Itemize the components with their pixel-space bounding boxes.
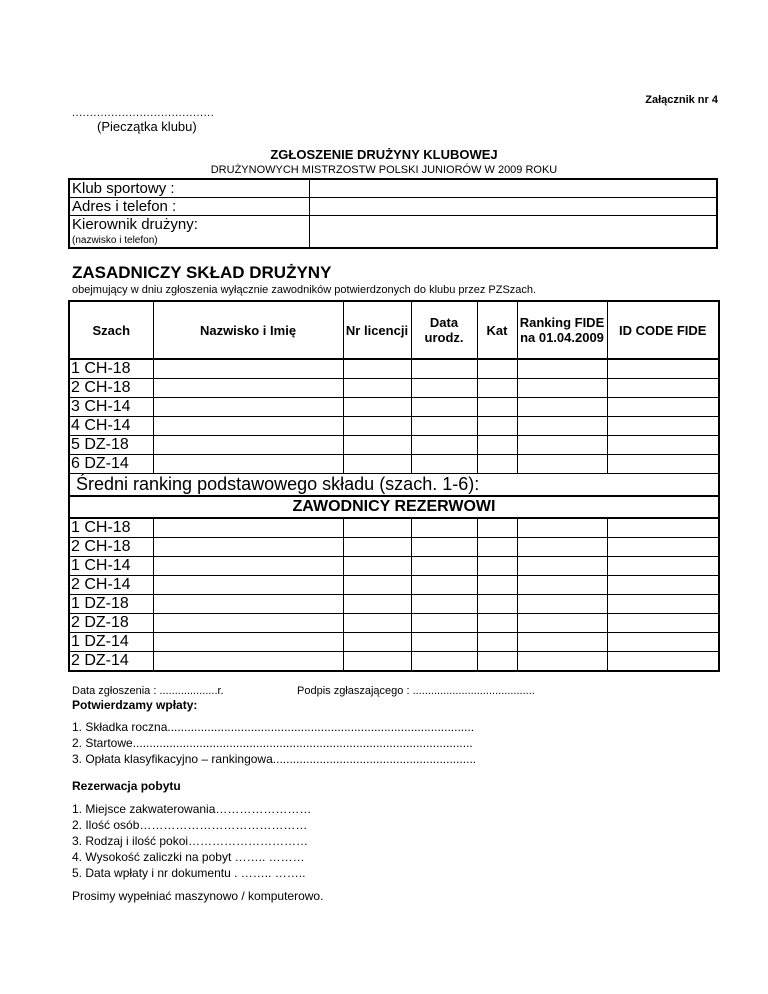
category-cell[interactable] [477,379,517,398]
category-cell[interactable] [477,633,517,652]
birthdate-cell[interactable] [411,379,477,398]
name-cell[interactable] [153,436,343,455]
birthdate-cell[interactable] [411,359,477,379]
license-cell[interactable] [343,557,411,576]
manager-hint: (nazwisko i telefon) [69,233,310,248]
category-cell[interactable] [477,614,517,633]
birthdate-cell[interactable] [411,398,477,417]
board-label: 2 DZ-14 [69,652,153,672]
board-label: 3 CH-14 [69,398,153,417]
name-cell[interactable] [153,379,343,398]
fee-line: 2. Startowe...................................................................................................... [72,736,473,750]
reserve-player-row [69,595,719,614]
player-row [69,398,719,417]
reserve-player-row [69,652,719,672]
category-cell[interactable] [477,398,517,417]
board-label: 1 DZ-14 [69,633,153,652]
ranking-cell[interactable] [517,398,607,417]
fide-id-cell[interactable] [607,398,719,417]
name-cell[interactable] [153,518,343,538]
club-row [69,179,717,198]
reservation-title: Rezerwacja pobytu [72,779,181,793]
category-cell[interactable] [477,652,517,672]
birthdate-cell[interactable] [411,538,477,557]
reserve-player-row [69,557,719,576]
closing-note: Prosimy wypełniać maszynowo / komputerowo. [72,889,324,903]
col-header-birthdate: Data urodz. [411,301,477,359]
reserve-player-row [69,576,719,595]
average-ranking-label: Średni ranking podstawowego składu (szach. 1-6): [69,474,719,497]
category-cell[interactable] [477,417,517,436]
board-label: 6 DZ-14 [69,455,153,474]
name-cell[interactable] [153,633,343,652]
manager-label: Kierownik drużyny: [69,216,310,234]
col-header-category: Kat [477,301,517,359]
license-cell[interactable] [343,398,411,417]
name-cell[interactable] [153,557,343,576]
name-cell[interactable] [153,398,343,417]
birthdate-cell[interactable] [411,436,477,455]
birthdate-cell[interactable] [411,518,477,538]
board-label: 2 CH-18 [69,379,153,398]
license-cell[interactable] [343,652,411,672]
reserve-title: ZAWODNICY REZERWOWI [69,496,719,518]
fide-id-cell[interactable] [607,436,719,455]
name-cell[interactable] [153,614,343,633]
license-cell[interactable] [343,379,411,398]
fide-id-cell[interactable] [607,614,719,633]
reserve-player-row [69,614,719,633]
board-label: 4 CH-14 [69,417,153,436]
club-name-label: Klub sportowy : [69,179,310,198]
birthdate-cell[interactable] [411,652,477,672]
license-cell[interactable] [343,633,411,652]
ranking-cell[interactable] [517,379,607,398]
category-cell[interactable] [477,518,517,538]
fee-line: 1. Składka roczna............................................................................................ [72,720,475,734]
ranking-cell[interactable] [517,455,607,474]
manager-field[interactable] [310,216,718,249]
col-header-board: Szach [69,301,153,359]
ranking-cell[interactable] [517,614,607,633]
category-cell[interactable] [477,436,517,455]
reservation-item: 3. Rodzaj i ilość pokoi………………………… [72,834,309,848]
fide-id-cell[interactable] [607,518,719,538]
license-cell[interactable] [343,436,411,455]
player-row [69,417,719,436]
license-cell[interactable] [343,614,411,633]
payments-title: Potwierdzamy wpłaty: [72,698,198,712]
fide-id-cell[interactable] [607,633,719,652]
club-row [69,198,717,216]
reservation-item: 1. Miejsce zakwaterowania…………………… [72,802,312,816]
ranking-cell[interactable] [517,518,607,538]
license-cell[interactable] [343,538,411,557]
category-cell[interactable] [477,576,517,595]
birthdate-cell[interactable] [411,633,477,652]
fee-line: 3. Opłata klasyfikacyjno – rankingowa............................................................. [72,752,477,766]
signature-label: Podpis zgłaszającego : ........................................ [297,685,535,697]
average-ranking-row [69,474,719,497]
board-label: 2 DZ-18 [69,614,153,633]
license-cell[interactable] [343,595,411,614]
birthdate-cell[interactable] [411,614,477,633]
ranking-cell[interactable] [517,595,607,614]
ranking-cell[interactable] [517,576,607,595]
fide-id-cell[interactable] [607,595,719,614]
table-header-row [69,301,719,359]
fide-id-cell[interactable] [607,379,719,398]
name-cell[interactable] [153,595,343,614]
license-cell[interactable] [343,417,411,436]
address-field[interactable] [310,198,718,216]
fide-id-cell[interactable] [607,576,719,595]
birthdate-cell[interactable] [411,455,477,474]
birthdate-cell[interactable] [411,417,477,436]
birthdate-cell[interactable] [411,557,477,576]
name-cell[interactable] [153,417,343,436]
reserve-player-row [69,538,719,557]
reservation-item: 2. Ilość osób…………………………………… [72,818,308,832]
ranking-cell[interactable] [517,359,607,379]
fide-id-cell[interactable] [607,455,719,474]
ranking-cell[interactable] [517,436,607,455]
reserve-player-row [69,633,719,652]
col-header-license: Nr licencji [343,301,411,359]
board-label: 1 CH-14 [69,557,153,576]
stamp-label: (Pieczątka klubu) [97,119,197,134]
board-label: 2 CH-18 [69,538,153,557]
reserve-player-row [69,518,719,538]
reserve-title-row [69,496,719,518]
form-subtitle: DRUŻYNOWYCH MISTRZOSTW POLSKI JUNIORÓW W 2009 ROKU [210,164,558,176]
name-cell[interactable] [153,576,343,595]
board-label: 2 CH-14 [69,576,153,595]
player-row [69,436,719,455]
board-label: 5 DZ-18 [69,436,153,455]
category-cell[interactable] [477,595,517,614]
birthdate-cell[interactable] [411,576,477,595]
col-header-fide-id: ID CODE FIDE [607,301,719,359]
club-row [69,216,717,234]
category-cell[interactable] [477,359,517,379]
ranking-cell[interactable] [517,417,607,436]
col-header-name: Nazwisko i Imię [153,301,343,359]
club-info-table [68,178,718,249]
date-label: Data zgłoszenia : ...................r. [72,685,224,697]
license-cell[interactable] [343,576,411,595]
reservation-item: 4. Wysokość zaliczki na pobyt …….. ……… [72,850,305,864]
category-cell[interactable] [477,538,517,557]
club-name-field[interactable] [310,179,718,198]
fide-id-cell[interactable] [607,417,719,436]
board-label: 1 CH-18 [69,518,153,538]
name-cell[interactable] [153,359,343,379]
license-cell[interactable] [343,518,411,538]
stamp-dots: ........................................ [72,107,215,119]
fide-id-cell[interactable] [607,538,719,557]
birthdate-cell[interactable] [411,595,477,614]
address-label: Adres i telefon : [69,198,310,216]
player-row [69,359,719,379]
ranking-cell[interactable] [517,633,607,652]
name-cell[interactable] [153,455,343,474]
ranking-cell[interactable] [517,557,607,576]
player-row [69,455,719,474]
main-lineup-title: ZASADNICZY SKŁAD DRUŻYNY [72,263,332,282]
attachment-label: Załącznik nr 4 [645,94,718,106]
fide-id-cell[interactable] [607,652,719,672]
ranking-cell[interactable] [517,538,607,557]
category-cell[interactable] [477,455,517,474]
col-header-ranking: Ranking FIDE na 01.04.2009 [517,301,607,359]
board-label: 1 DZ-18 [69,595,153,614]
players-table [68,300,720,672]
name-cell[interactable] [153,652,343,672]
board-label: 1 CH-18 [69,359,153,379]
license-cell[interactable] [343,455,411,474]
name-cell[interactable] [153,538,343,557]
fide-id-cell[interactable] [607,557,719,576]
license-cell[interactable] [343,359,411,379]
form-title: ZGŁOSZENIE DRUŻYNY KLUBOWEJ [270,147,498,162]
ranking-cell[interactable] [517,652,607,672]
player-row [69,379,719,398]
main-lineup-subtitle: obejmujący w dniu zgłoszenia wyłącznie zawodników potwierdzonych do klubu przez PZSzach. [72,284,537,296]
reservation-item: 5. Data wpłaty i nr dokumentu . …….. …….. [72,866,306,880]
fide-id-cell[interactable] [607,359,719,379]
category-cell[interactable] [477,557,517,576]
